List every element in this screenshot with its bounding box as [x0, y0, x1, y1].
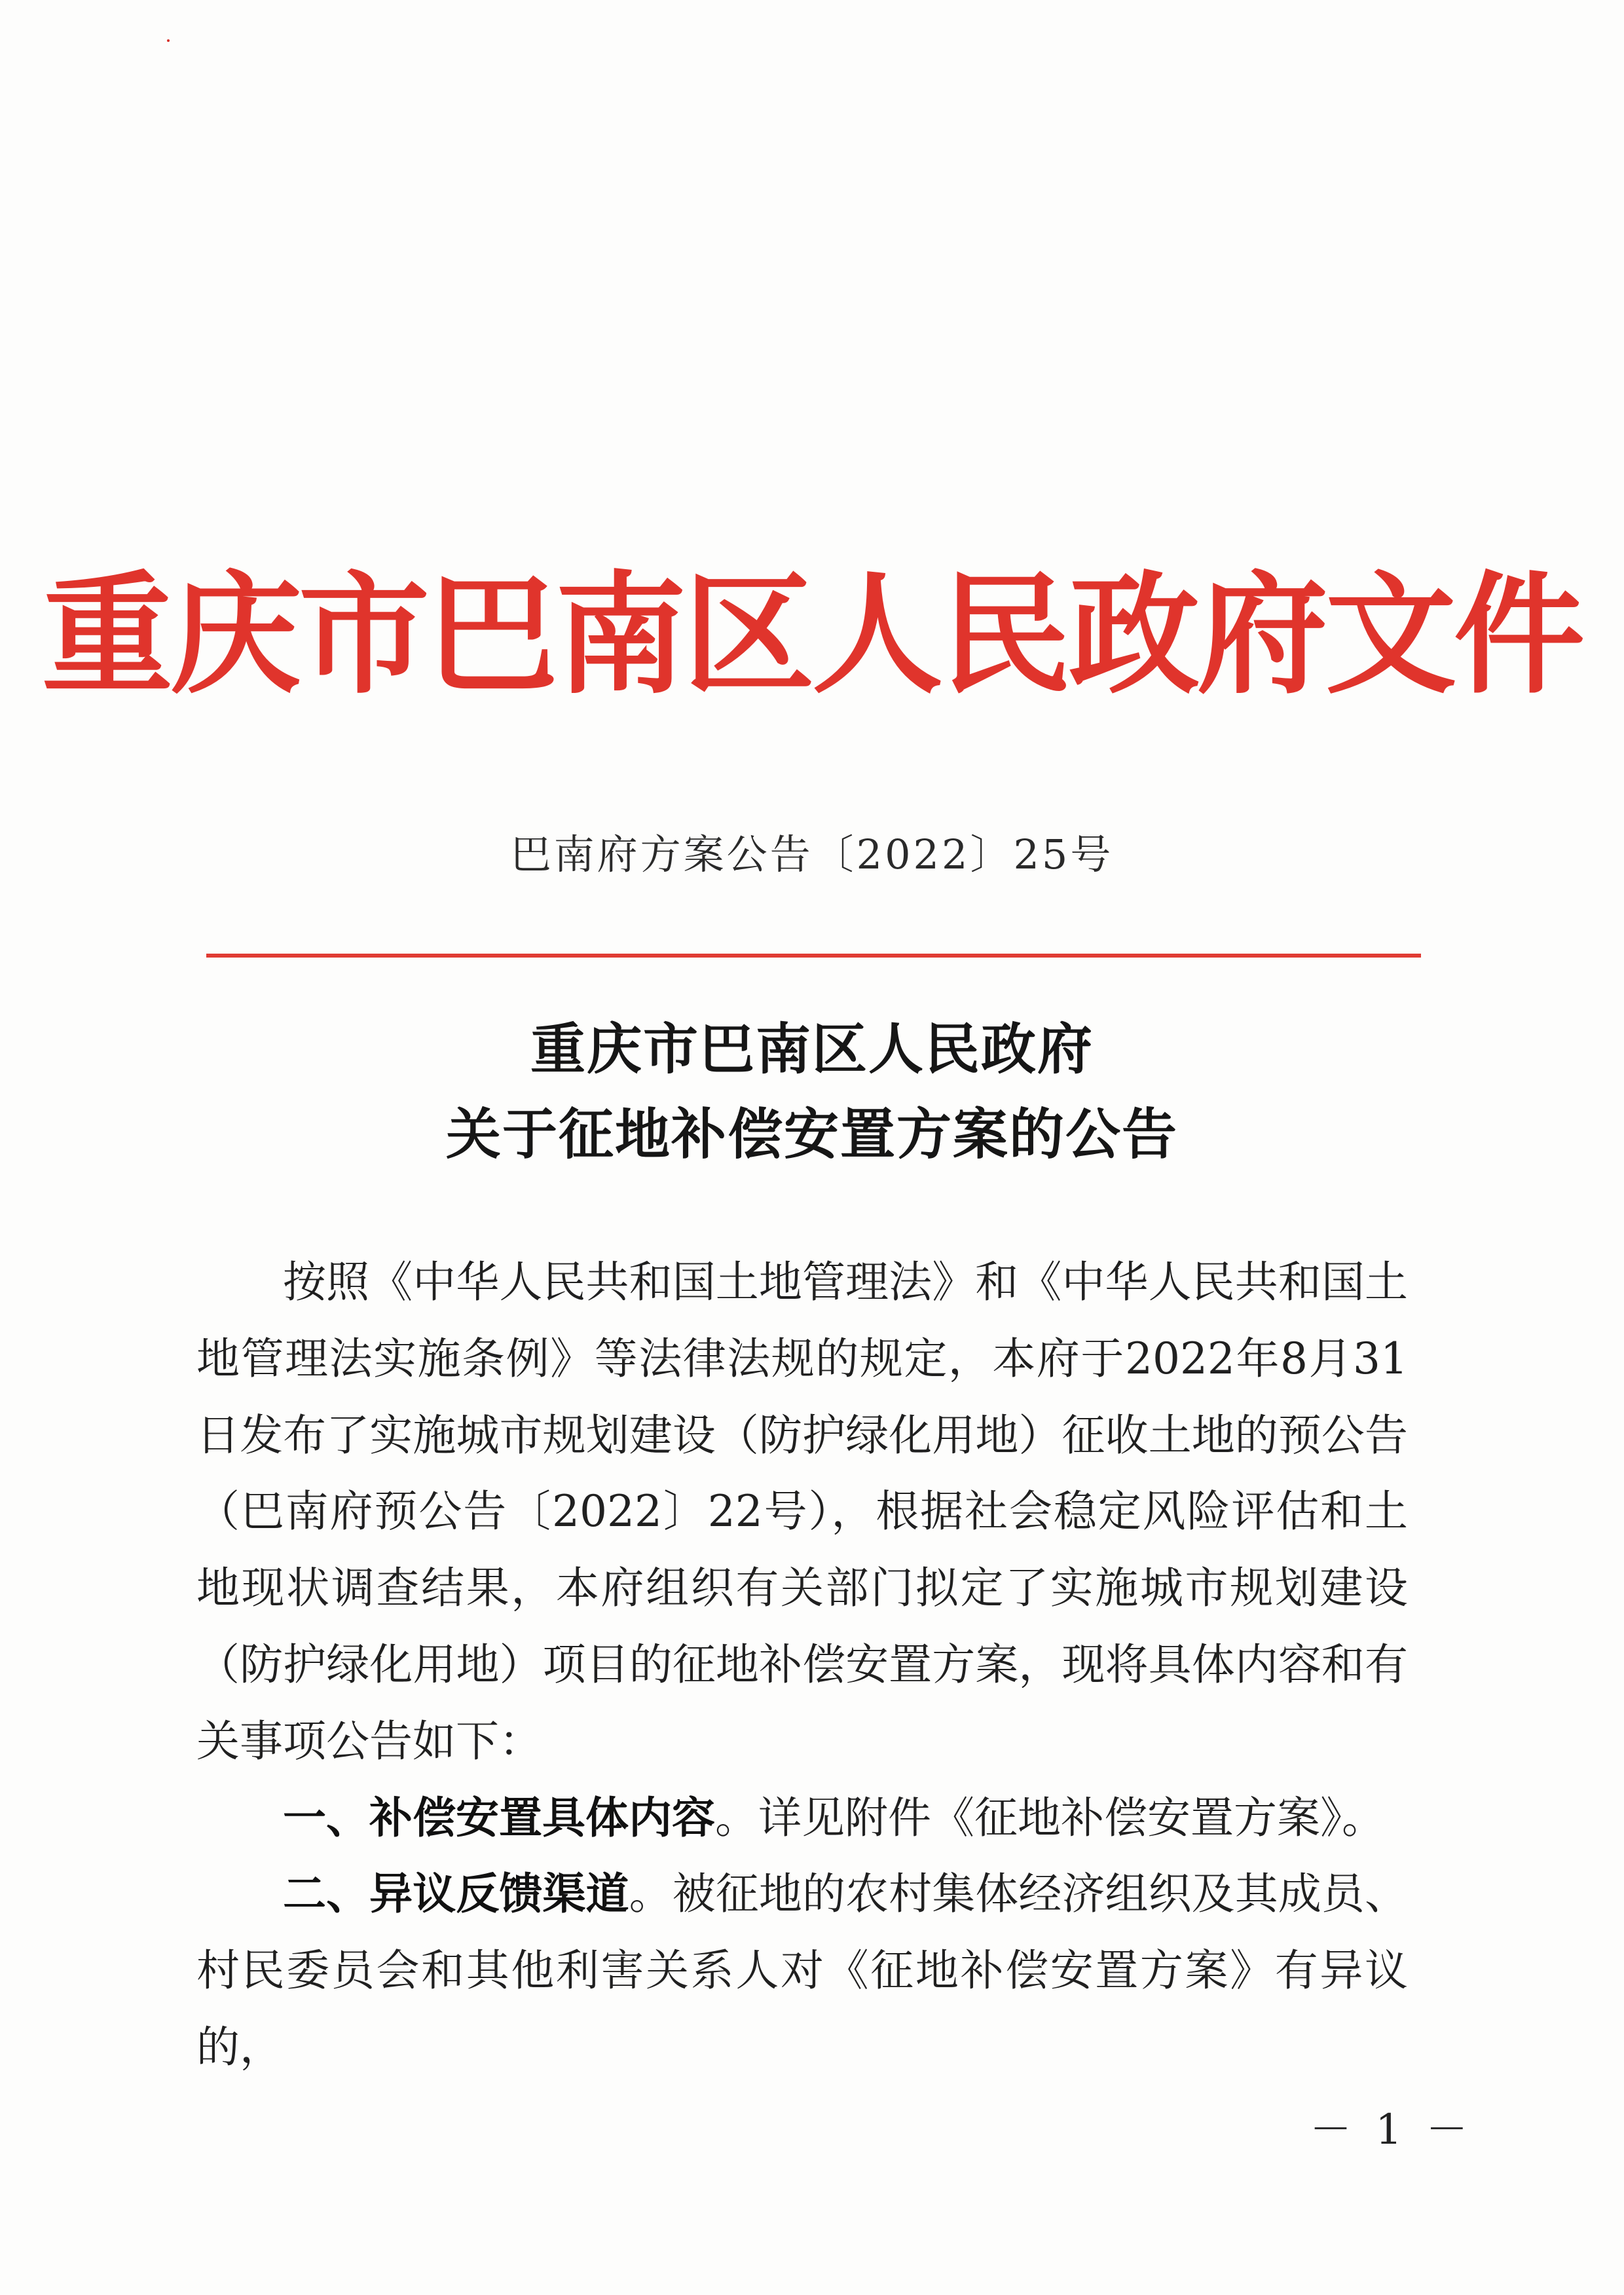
page-number: － 1 －	[1310, 2106, 1473, 2154]
document-body	[196, 1244, 1408, 2086]
red-divider-line	[206, 954, 1421, 958]
document-masthead: 重庆市巴南区人民政府文件	[42, 558, 1583, 712]
section-2-heading: 二、异议反馈渠道	[283, 1869, 629, 1920]
red-mark	[167, 39, 170, 42]
section-1-text: 。详见附件《征地补偿安置方案》。	[715, 1792, 1385, 1843]
document-title-line-2: 关于征地补偿安置方案的公告	[445, 1102, 1178, 1166]
section-1-paragraph	[196, 1780, 1408, 1857]
section-2-paragraph	[196, 1856, 1408, 2085]
document-number: 巴南府方案公告〔2022〕25号	[510, 830, 1114, 878]
document-title-line-1: 重庆市巴南区人民政府	[530, 1017, 1094, 1081]
section-1-heading: 一、补偿安置具体内容	[283, 1792, 715, 1843]
section-2-text: 。被征地的农村集体经济组织及其成员、村民委员会和其他利害关系人对《征地补偿安置方案》有异议的，	[196, 1869, 1409, 2072]
intro-paragraph: 按照《中华人民共和国土地管理法》和《中华人民共和国土地管理法实施条例》等法律法规的规定，本府于2022年8月31日发布了实施城市规划建设（防护绿化用地）征收土地的预公告（巴南府预公告〔2022〕22号），根据社会稳定风险评估和土地现状调查结果，本府组织有关部门拟定了实施城市规划建设（防护绿化用地）项目的征地补偿安置方案，现将具体内容和有关事项公告如下：	[196, 1257, 1408, 1766]
